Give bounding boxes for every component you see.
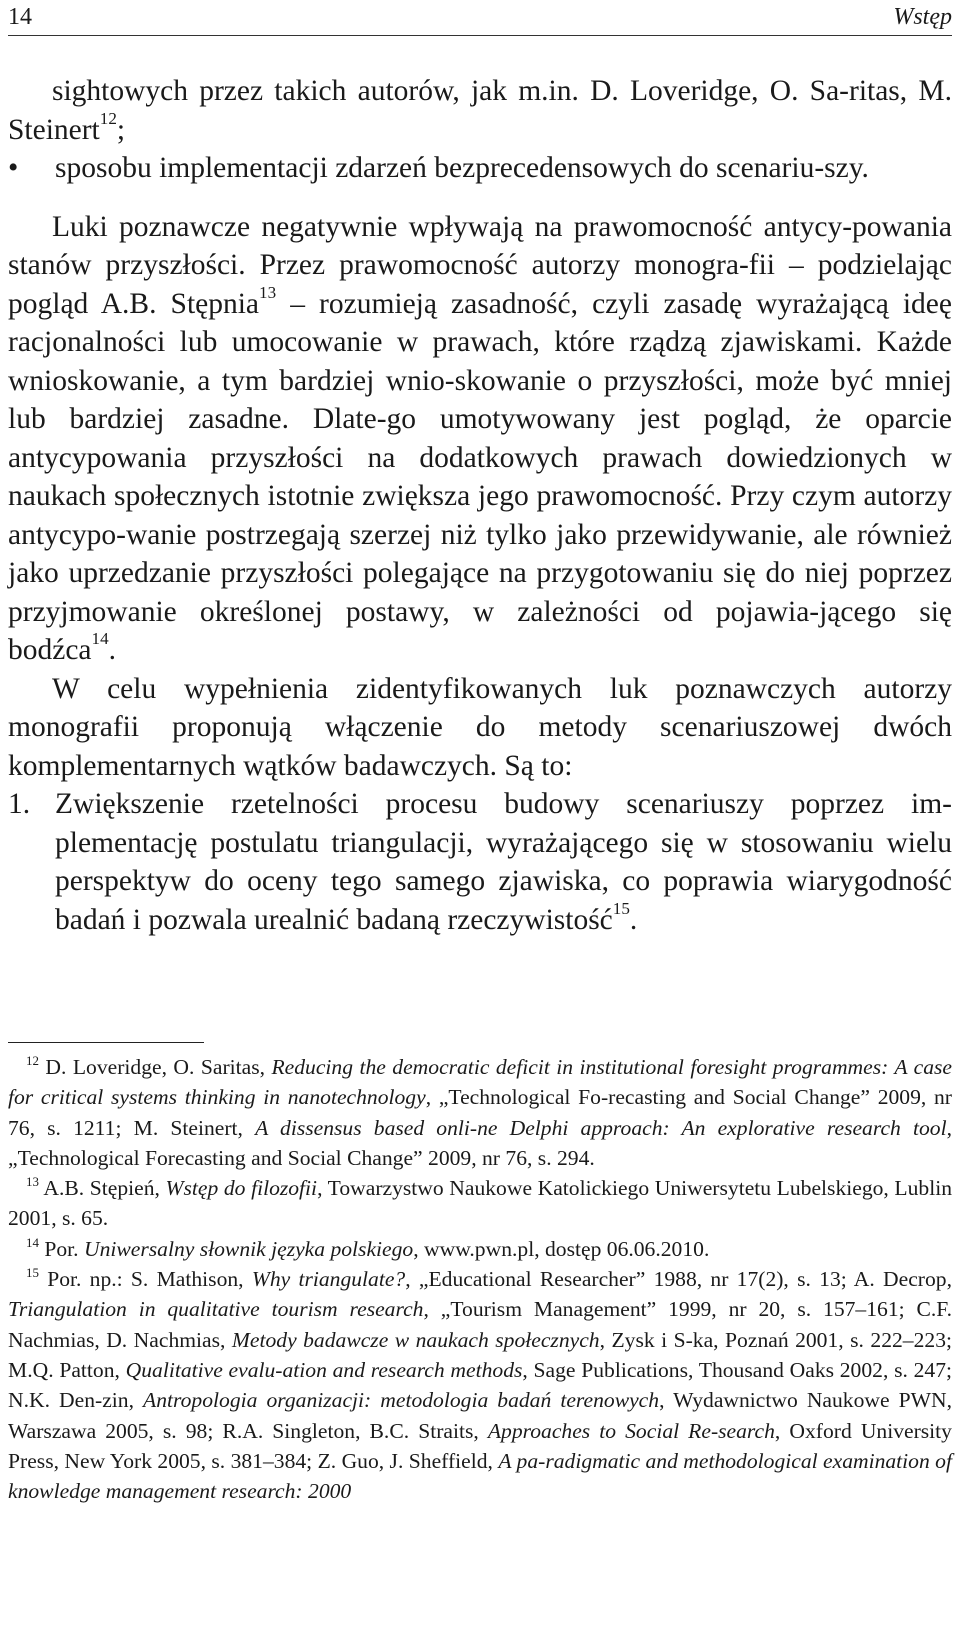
footnotes <box>8 1052 952 1506</box>
list-continuation: sightowych przez takich autorów, jak m.in. D. Loveridge, O. Sa-ritas, M. Steinert$^{12}$; <box>8 75 952 146</box>
paragraph-2: W celu wypełnienia zidentyfikowanych luk poznawczych autorzy monografii proponują włączenie do metody scenariuszowej dwóch komplementarnych wątków badawczych. Są to: <box>8 672 952 782</box>
section-title: Wstęp <box>893 4 952 30</box>
bullet-text: sposobu implementacji zdarzeń bezprecedensowych do scenariu-szy. <box>55 152 869 184</box>
page-number: 14 <box>8 4 32 30</box>
footnote-13: $^{13}$ A.B. Stępień, Wstęp do filozofii, Towarzystwo Naukowe Katolickiego Uniwersytetu Lubelskiego, Lublin 2001, s. 65. <box>8 1174 952 1231</box>
running-header <box>8 2 952 34</box>
numbered-item-1 <box>8 785 952 939</box>
footnote-ref-12: 12 <box>99 108 117 128</box>
item-number: 1. <box>8 788 31 820</box>
footnote-12: $^{12}$ D. Loveridge, O. Saritas, Reducing the democratic deficit in institutional foresight programmes: A case for critical systems thinking in nanotechnology, „Technological Fo-recasting and Social Change” 2009, nr 76, s. 1211; M. Steinert, A dissensus based onli-ne Delphi approach: An explorative research tool, „Technological Forecasting and Social Change” 2009, nr 76, s. 294. <box>8 1052 952 1170</box>
footnote-rule <box>8 1042 204 1043</box>
bullet-item <box>8 149 952 188</box>
bullet-icon: • <box>8 152 19 184</box>
footnote-ref-14: 14 <box>91 629 109 649</box>
paragraph-1: Luki poznawcze negatywnie wpływają na prawomocność antycy-powania stanów przyszłości. Przez prawomocność autorzy monogra-fii – podzielając pogląd A.B. Stępnia$^{13}$ – rozumieją zasadność, czyli zasadę wyrażającą ideę racjonalności lub umocowanie w prawach, które rządzą zjawiskami. Każde wnioskowanie, a tym bardziej wnio-skowanie o przyszłości, może być mniej lub bardziej zasadne. Dlate-go umotywowany jest pogląd, że oparcie antycypowania przyszłości na dodatkowych prawach dowiedzionych w naukach społecznych istotnie zwiększa jego prawomocność. Przy czym autorzy antycypo-wanie postrzegają szerzej niż tylko jako przewidywanie, ale również jako uprzedzanie przyszłości polegające na przygotowaniu się do niej poprzez przyjmowanie określonej postawy, w zależności od pojawia-jącego się bodźca$^{14}$. <box>8 210 952 666</box>
footnote-ref-15: 15 <box>612 898 630 918</box>
item-text: Zwiększenie rzetelności procesu budowy scenariuszy poprzez im-plementację postulatu triangulacji, wyrażającego się w stosowaniu wielu perspektyw do oceny tego samego zjawiska, co poprawia wiarygodność badań i pozwala urealnić badaną rzeczywistość$^{15}$. <box>55 788 952 936</box>
footnote-14: $^{14}$ Por. Uniwersalny słownik języka polskiego, www.pwn.pl, dostęp 06.06.2010. <box>26 1234 710 1261</box>
header-rule <box>8 35 952 36</box>
main-text <box>8 72 952 939</box>
footnote-ref-13: 13 <box>259 282 277 302</box>
footnote-15: $^{15}$ Por. np.: S. Mathison, Why triangulate?, „Educational Researcher” 1988, nr 17(2), s. 13; A. Decrop, Triangulation in qualitative tourism research, „Tourism Management” 1999, nr 20, s. 157–161; C.F. Nachmias, D. Nachmias, Metody badawcze w naukach społecznych, Zysk i S-ka, Poznań 2001, s. 222–223; M.Q. Patton, Qualitative evalu-ation and research methods, Sage Publications, Thousand Oaks 2002, s. 247; N.K. Den-zin, Antropologia organizacji: metodologia badań terenowych, Wydawnictwo Naukowe PWN, Warszawa 2005, s. 98; R.A. Singleton, B.C. Straits, Approaches to Social Re-search, Oxford University Press, New York 2005, s. 381–384; Z. Guo, J. Sheffield, A pa-radigmatic and methodological examination of knowledge management research: 2000 <box>8 1265 953 1504</box>
